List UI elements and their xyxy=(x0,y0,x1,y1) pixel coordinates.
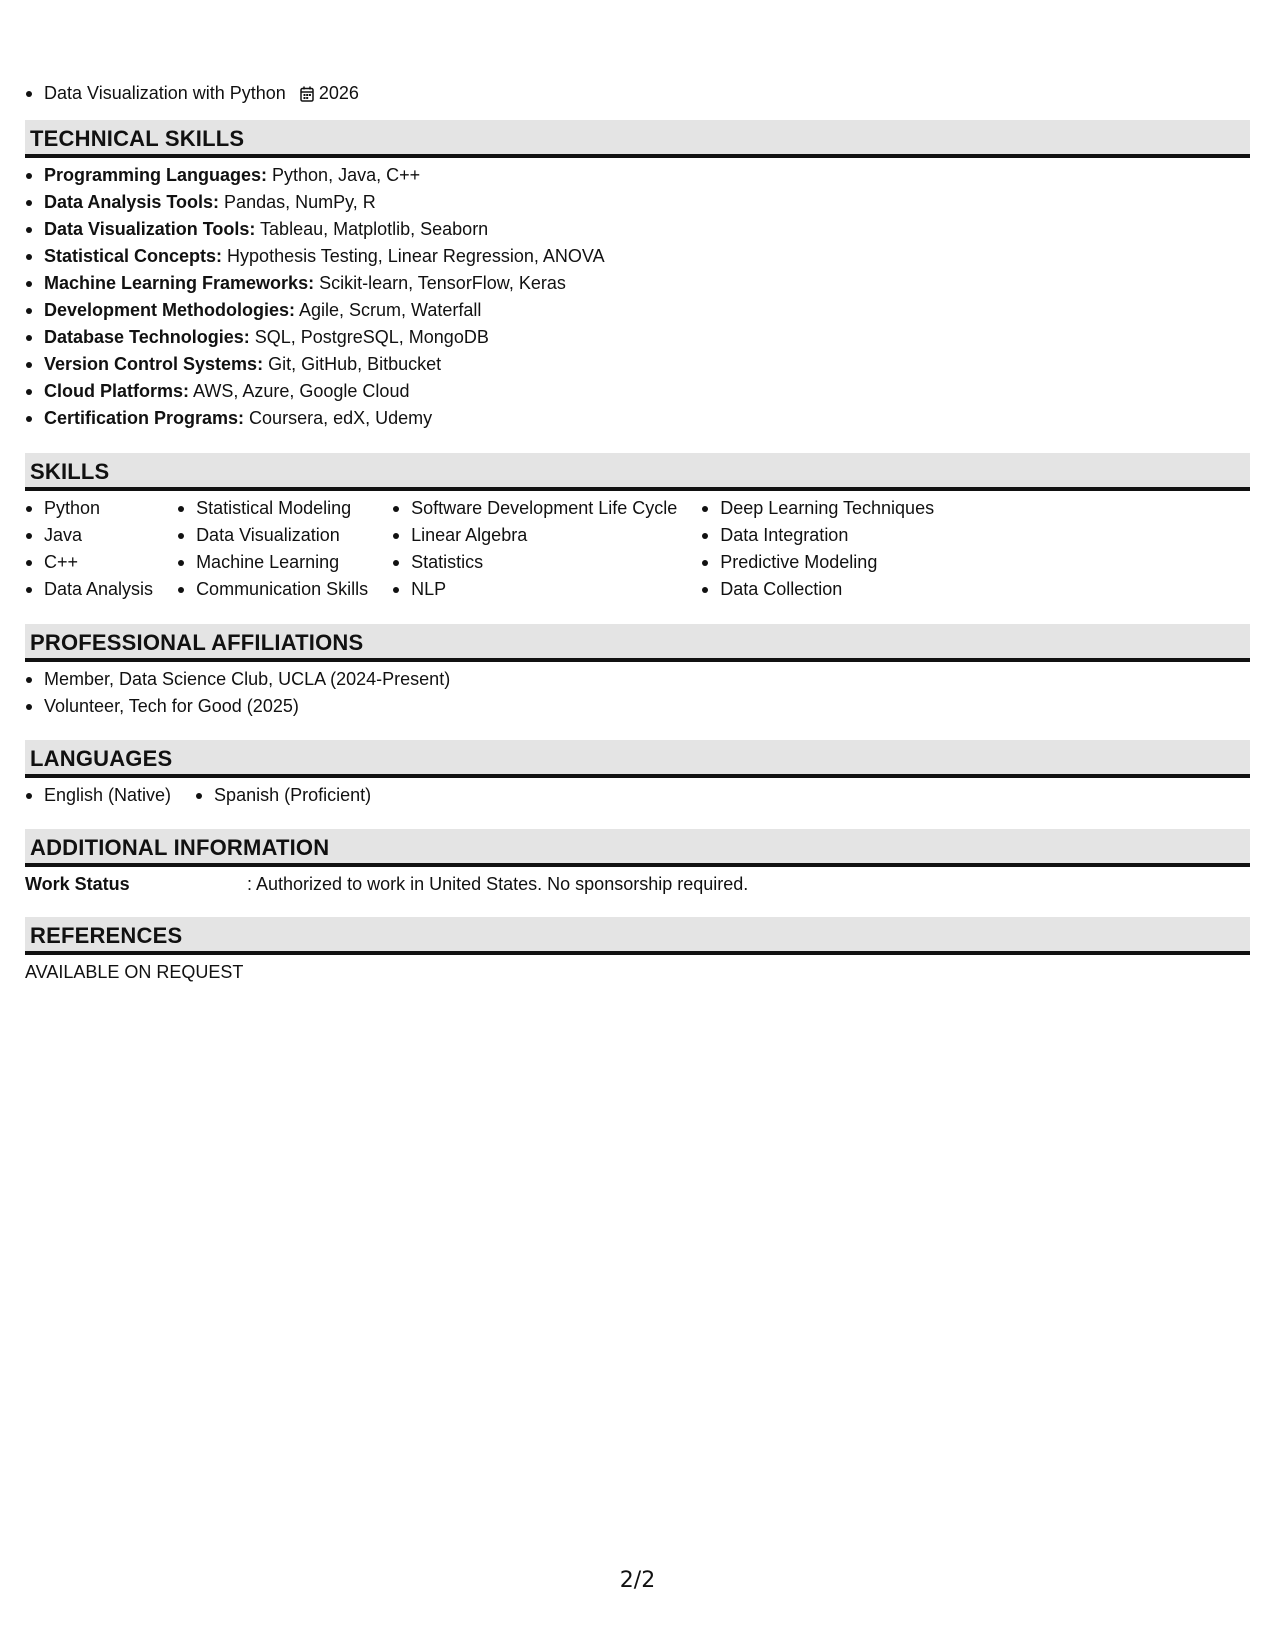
skills-column xyxy=(25,495,153,603)
list-item: English (Native) xyxy=(25,782,171,809)
skill-category: Database Technologies: xyxy=(44,327,250,347)
list-item: Communication Skills xyxy=(177,576,368,603)
list-item: Data Collection xyxy=(701,576,934,603)
skill-category: Programming Languages: xyxy=(44,165,268,185)
list-item xyxy=(25,80,359,107)
list-item: Data Visualization xyxy=(177,522,368,549)
list-item xyxy=(25,297,1250,324)
certification-year: 2026 xyxy=(318,83,359,103)
certification-title: Data Visualization with Python xyxy=(44,83,286,103)
affiliations-section xyxy=(25,624,1250,720)
languages-section xyxy=(25,740,1250,809)
list-item xyxy=(25,162,1250,189)
list-item xyxy=(25,378,1250,405)
skill-category: Statistical Concepts: xyxy=(44,246,223,266)
skills-columns xyxy=(25,491,1250,603)
affiliations-list xyxy=(25,666,1250,720)
list-item: C++ xyxy=(25,549,153,576)
skill-values: Python, Java, C++ xyxy=(267,165,421,185)
list-item: Member, Data Science Club, UCLA (2024-Present) xyxy=(25,666,1250,693)
list-item: Data Analysis xyxy=(25,576,153,603)
skill-category: Version Control Systems: xyxy=(44,354,264,374)
references-text: AVAILABLE ON REQUEST xyxy=(25,962,244,982)
info-value: : Authorized to work in United States. No sponsorship required. xyxy=(247,874,749,894)
section-heading: SKILLS xyxy=(25,453,1250,491)
list-item xyxy=(25,405,1250,432)
section-heading: LANGUAGES xyxy=(25,740,1250,778)
section-heading: REFERENCES xyxy=(25,917,1250,955)
skill-category: Cloud Platforms: xyxy=(44,381,190,401)
references-section xyxy=(25,917,1250,986)
list-item: Statistical Modeling xyxy=(177,495,368,522)
skill-category: Certification Programs: xyxy=(44,408,245,428)
certification-list xyxy=(25,80,359,107)
list-item: Spanish (Proficient) xyxy=(195,782,371,809)
additional-info-section xyxy=(25,829,1250,898)
skill-values: Tableau, Matplotlib, Seaborn xyxy=(255,219,489,239)
list-item xyxy=(25,351,1250,378)
work-status-row xyxy=(25,871,1250,898)
technical-skills-list xyxy=(25,162,1250,432)
list-item: Machine Learning xyxy=(177,549,368,576)
list-item: Java xyxy=(25,522,153,549)
skills-column xyxy=(177,495,368,603)
list-item: Software Development Life Cycle xyxy=(392,495,677,522)
list-item: Deep Learning Techniques xyxy=(701,495,934,522)
skills-column xyxy=(701,495,934,603)
skill-values: AWS, Azure, Google Cloud xyxy=(189,381,410,401)
skills-column xyxy=(392,495,677,603)
skill-category: Data Visualization Tools: xyxy=(44,219,256,239)
skill-values: Hypothesis Testing, Linear Regression, ANOVA xyxy=(222,246,605,266)
list-item xyxy=(25,243,1250,270)
list-item: Linear Algebra xyxy=(392,522,677,549)
section-heading: PROFESSIONAL AFFILIATIONS xyxy=(25,624,1250,662)
list-item: Python xyxy=(25,495,153,522)
section-heading: ADDITIONAL INFORMATION xyxy=(25,829,1250,867)
list-item: Predictive Modeling xyxy=(701,549,934,576)
skill-values: Coursera, edX, Udemy xyxy=(244,408,433,428)
section-heading: TECHNICAL SKILLS xyxy=(25,120,1250,158)
technical-skills-section xyxy=(25,120,1250,432)
list-item xyxy=(25,216,1250,243)
skill-category: Development Methodologies: xyxy=(44,300,296,320)
list-item: Data Integration xyxy=(701,522,934,549)
list-item: Volunteer, Tech for Good (2025) xyxy=(25,693,1250,720)
list-item xyxy=(25,270,1250,297)
list-item xyxy=(25,324,1250,351)
skills-section xyxy=(25,453,1250,603)
list-item: NLP xyxy=(392,576,677,603)
skill-values: Git, GitHub, Bitbucket xyxy=(263,354,442,374)
page-number: 2/2 xyxy=(619,1568,656,1593)
calendar-icon xyxy=(300,86,314,102)
list-item xyxy=(25,189,1250,216)
skill-values: Agile, Scrum, Waterfall xyxy=(295,300,482,320)
skill-values: Scikit-learn, TensorFlow, Keras xyxy=(314,273,566,293)
skill-category: Data Analysis Tools: xyxy=(44,192,220,212)
list-item: Statistics xyxy=(392,549,677,576)
skill-values: Pandas, NumPy, R xyxy=(219,192,376,212)
languages-list xyxy=(25,782,1250,809)
skill-category: Machine Learning Frameworks: xyxy=(44,273,315,293)
skill-values: SQL, PostgreSQL, MongoDB xyxy=(249,327,489,347)
info-key: Work Status xyxy=(25,874,130,894)
